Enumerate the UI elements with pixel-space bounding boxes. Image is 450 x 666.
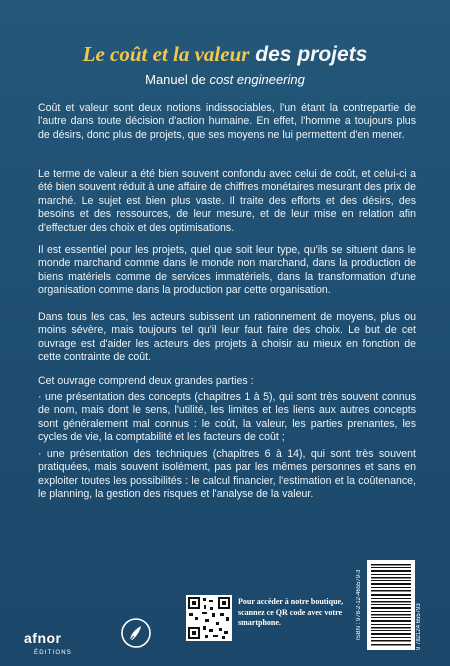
title-rest: des projets <box>255 43 368 66</box>
subtitle-prefix: Manuel de <box>145 72 210 87</box>
publisher-editions: ÉDITIONS <box>34 650 72 656</box>
title-italic-part: Le coût et la valeur <box>82 42 250 66</box>
bullet-1: · une présentation des concepts (chapitres 1 à 5), qui sont très souvent connus de nom, mais dont le sens, l'utilité, les limites et les liens aux autres concepts sont généralement mal connus : le coût, la valeur, les parties prenantes, les cycles de vie, la comptabilité et les facteurs de coût ; <box>38 391 416 444</box>
book-subtitle <box>0 72 450 87</box>
shop-qr-caption: Pour accéder à notre boutique, scannez ce QR code avec votre smartphone. <box>238 597 344 627</box>
barcode-bars-icon <box>367 560 415 650</box>
qr-code-icon <box>186 595 232 641</box>
paragraph-2: Le terme de valeur a été bien souvent confondu avec celui de coût, et celui-ci a été bien souvent réduit à une affaire de chiffres monétaires mesurant des prix de marché. Le sujet est bien plus vaste. Il traite des efforts et des désirs, des besoins et des ressources, de leur mesure, et de leur mise en relation afin d'effectuer des choix et des optimisations. <box>38 168 416 234</box>
qr-code[interactable] <box>186 595 232 641</box>
publisher-logo: afnor <box>24 630 62 646</box>
barcode-digits: 9 782124 655793 <box>416 603 422 650</box>
subtitle-italic: cost engineering <box>209 72 305 87</box>
barcode <box>367 560 415 650</box>
eco-hand-icon <box>120 617 152 649</box>
paragraph-1: Coût et valeur sont deux notions indissociables, l'un étant la contrepartie de l'autre dans toute décision d'action humaine. En effet, l'homme a toujours plus de désirs, donc plus de projets, que ses moyens ne lui permettent d'en mener. <box>38 102 416 141</box>
paragraph-4: Dans tous les cas, les acteurs subissent un rationnement de moyens, plus ou moins sévère, mais toujours tel qu'il leur faut faire des choix. Le but de cet ouvrage est d'aider les acteurs des projets à choisir au mieux en fonction de cette contrainte de coût. <box>38 311 416 364</box>
book-title <box>0 42 450 67</box>
paragraph-5: Cet ouvrage comprend deux grandes parties : <box>38 375 254 387</box>
paragraph-3: Il est essentiel pour les projets, quel que soit leur type, qu'ils se situent dans le monde marchand comme dans le monde non marchand, dans la production de biens matériels comme de services immatériels, dans la transformation d'une organisation comme dans la production par cette organisation. <box>38 244 416 297</box>
isbn-text: ISBN : 978-2-12-465579-3 <box>356 569 362 641</box>
bullet-2: · une présentation des techniques (chapitres 6 à 14), qui sont très souvent pratiquées, mais souvent isolément, pas par les mêmes personnes et sans en exploiter toutes les possibilités : le calcul financier, l'estimation et la coûtenance, le planning, la gestion des risques et l'analyse de la valeur. <box>38 448 416 501</box>
